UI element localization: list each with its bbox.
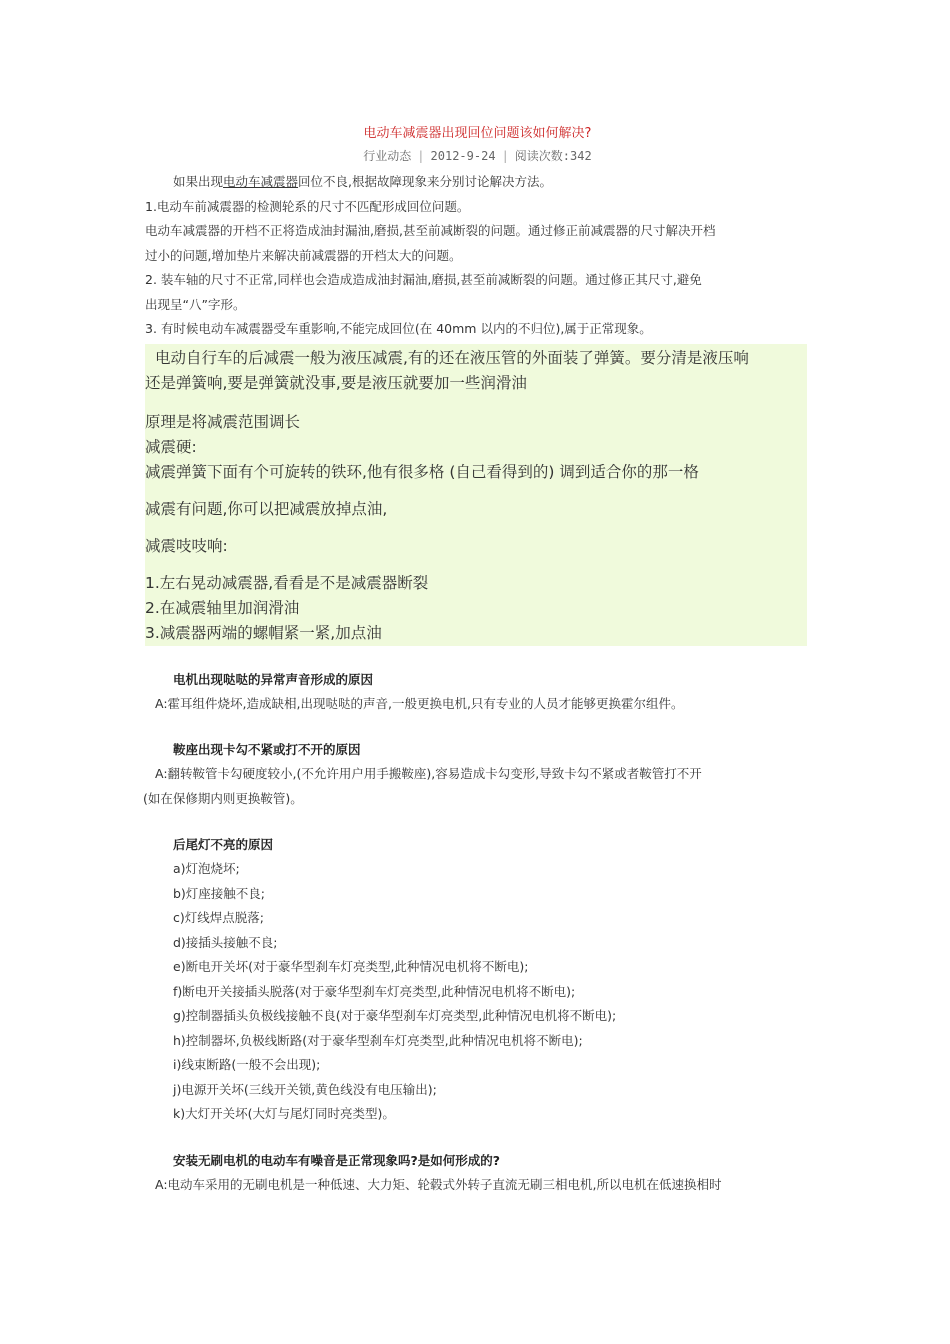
list-item: d)接插头接触不良; — [173, 934, 278, 950]
list-item: e)断电开关坏(对于豪华型刹车灯亮类型,此种情况电机将不断电); — [173, 959, 529, 974]
section-line: A:霍耳组件烧坏,造成缺相,出现哒哒的声音,一般更换电机,只有专业的人员才能够更换霍尔组件。 — [155, 695, 684, 711]
section-title: 后尾灯不亮的原因 — [173, 837, 274, 852]
intro-text-before: 如果出现 — [173, 174, 224, 189]
list-item: g)控制器插头负极线接触不良(对于豪华型刹车灯亮类型,此种情况电机将不断电); — [173, 1008, 617, 1023]
highlight-line: 2.在减震轴里加润滑油 — [145, 598, 300, 617]
highlight-line: 减震有问题,你可以把减震放掉点油, — [145, 499, 388, 518]
highlight-line: 电动自行车的后减震一般为液压减震,有的还在液压管的外面装了弹簧。要分清是液压响 — [155, 348, 749, 367]
article — [145, 120, 810, 1197]
intro-text-after: 回位不良,根据故障现象来分别讨论解决方法。 — [298, 174, 553, 189]
section-line: (如在保修期内则更换鞍管)。 — [143, 790, 303, 806]
meta-separator: | — [417, 149, 425, 163]
highlight-line: 减震硬: — [145, 437, 197, 456]
spacer — [145, 559, 807, 571]
spacer — [145, 485, 807, 497]
item-line: 出现呈“八”字形。 — [145, 296, 246, 312]
list-item: f)断电开关接插头脱落(对于豪华型刹车灯亮类型,此种情况电机将不断电); — [173, 983, 576, 999]
highlight-line: 3.减震器两端的螺帽紧一紧,加点油 — [145, 623, 382, 642]
list-item: k)大灯开关坏(大灯与尾灯同时亮类型)。 — [173, 1106, 395, 1121]
article-read-count: 阅读次数:342 — [514, 149, 592, 163]
section-brushless-motor — [145, 1149, 810, 1198]
article-title: 电动车减震器出现回位问题该如何解决? — [363, 126, 592, 141]
section-title: 安装无刷电机的电动车有噪音是正常现象吗?是如何形成的? — [173, 1152, 501, 1168]
list-item: b)灯座接触不良; — [173, 885, 266, 901]
highlight-line: 减震弹簧下面有个可旋转的铁环,他有很多格 (自己看得到的) 调到适合你的那一格 — [145, 462, 699, 481]
highlight-box — [145, 344, 807, 646]
item-line: 过小的问题,增加垫片来解决前减震器的开档太大的问题。 — [145, 247, 462, 263]
meta-separator: | — [501, 149, 509, 163]
item-line: 3. 有时候电动车减震器受车重影响,不能完成回位(在 40mm 以内的不归位),属于正常现象。 — [145, 321, 652, 336]
item-line: 电动车减震器的开档不正将造成油封漏油,磨损,甚至前减断裂的问题。通过修正前减震器的尺寸解决开档 — [145, 223, 716, 238]
intro-paragraph — [145, 170, 810, 195]
shock-absorber-link[interactable]: 电动车减震器 — [223, 174, 299, 189]
section-motor-noise — [145, 668, 810, 717]
spacer — [145, 522, 807, 534]
list-item: c)灯线焊点脱落; — [173, 910, 264, 925]
section-line: A:电动车采用的无刷电机是一种低速、大力矩、轮毂式外转子直流无刷三相电机,所以电机在低速换相时 — [155, 1176, 722, 1192]
list-item: a)灯泡烧坏; — [173, 861, 240, 876]
section-line: A:翻转鞍管卡勾硬度较小,(不允许用户用手搬鞍座),容易造成卡勾变形,导致卡勾不紧或者鞍管打不开 — [155, 766, 702, 781]
highlight-line: 1.左右晃动减震器,看看是不是减震器断裂 — [145, 573, 429, 592]
highlight-line: 还是弹簧响,要是弹簧就没事,要是液压就要加一些润滑油 — [145, 373, 527, 392]
list-item: h)控制器坏,负极线断路(对于豪华型刹车灯亮类型,此种情况电机将不断电); — [173, 1032, 583, 1048]
item-line: 2. 装车轴的尺寸不正常,同样也会造成造成油封漏油,磨损,甚至前减断裂的问题。通过修正其尺寸,避免 — [145, 272, 702, 287]
section-title: 鞍座出现卡勾不紧或打不开的原因 — [173, 742, 361, 757]
section-saddle-hook — [145, 738, 810, 811]
list-item: j)电源开关坏(三线开关锁,黄色线没有电压输出); — [173, 1081, 437, 1097]
highlight-line: 原理是将减震范围调长 — [145, 412, 301, 431]
highlight-line: 减震吱吱响: — [145, 536, 228, 555]
article-category[interactable]: 行业动态 — [363, 149, 412, 163]
section-tail-light — [145, 833, 810, 1127]
list-item: i)线束断路(一般不会出现); — [173, 1057, 321, 1072]
spacer — [145, 396, 807, 410]
section-title: 电机出现哒哒的异常声音形成的原因 — [173, 671, 374, 687]
article-meta — [145, 146, 810, 166]
article-date: 2012-9-24 — [430, 149, 496, 163]
item-line: 1.电动车前减震器的检测轮系的尺寸不匹配形成回位问题。 — [145, 198, 470, 214]
